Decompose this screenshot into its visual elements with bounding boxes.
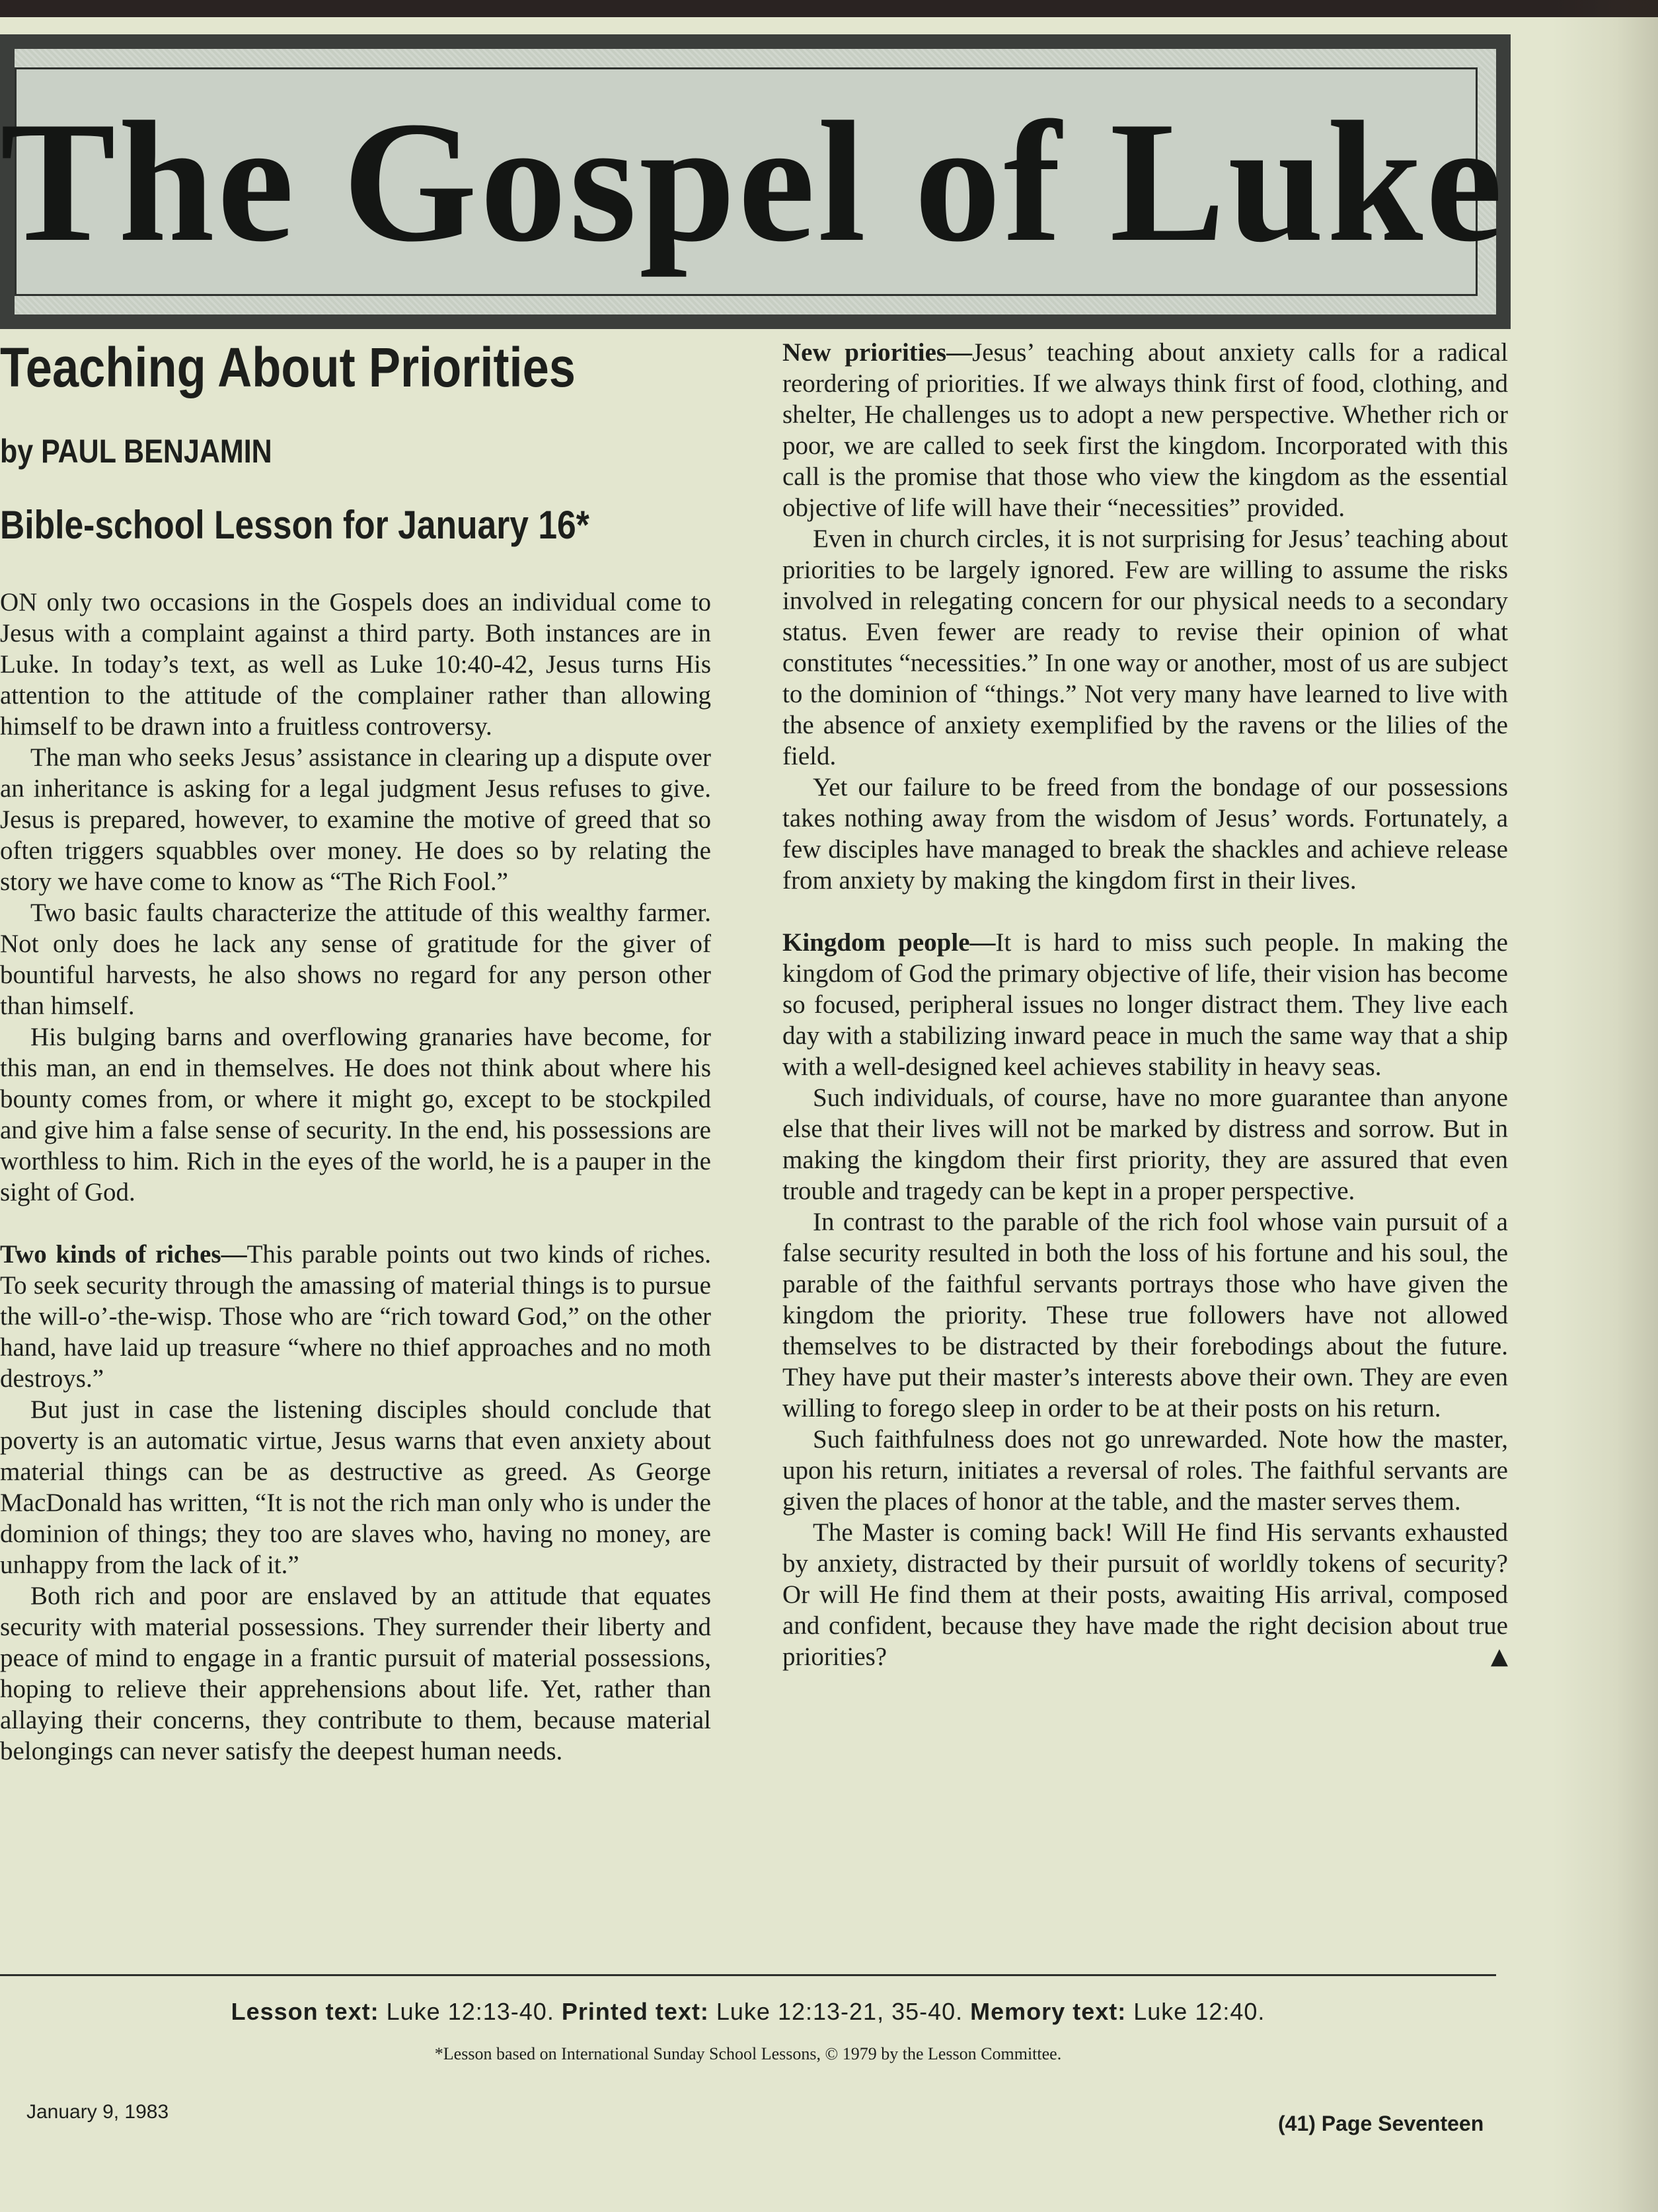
- subheading: New priorities—: [782, 338, 973, 367]
- magazine-section-title: The Gospel of Luke: [0, 86, 1505, 277]
- subsection-paragraph: [782, 927, 1508, 1082]
- paragraph: But just in case the listening disciples should conclude that poverty is an automatic virtue, Jesus warns that even anxiety about material things can be as destructive as greed. As George MacDonald has written, “It is not the rich man only who is under the dominion of things; they too are slaves who, having no money, are unhappy from the lack of it.”: [0, 1395, 711, 1579]
- footnote: *Lesson based on International Sunday School Lessons, © 1979 by the Lesson Committee.: [434, 2044, 1062, 2063]
- right-column: [782, 337, 1508, 1672]
- issue-date: January 9, 1983: [26, 2101, 169, 2123]
- byline: by PAUL BENJAMIN: [0, 433, 272, 470]
- title-banner-inner: [0, 67, 1505, 296]
- paragraph: Such faithfulness does not go unrewarded. Note how the master, upon his return, initiates a reversal of roles. The faithful servants are given the places of honor at the table, and the master serves them.: [782, 1425, 1508, 1516]
- subsection-paragraph: [0, 1239, 711, 1394]
- memory-text-value: Luke 12:40.: [1133, 1998, 1265, 2025]
- lesson-text-label: Lesson text:: [231, 1998, 379, 2025]
- article-title: Teaching About Priorities: [0, 336, 576, 398]
- paragraph: His bulging barns and overflowing granaries have become, for this man, an end in themselves. He does not think about where his bounty comes from, or where it might go, except to be stockpiled and give him a false sense of security. In the end, his possessions are worthless to him. Rich in the eyes of the world, he is a pauper in the sight of God.: [0, 1023, 711, 1206]
- paragraph: Both rich and poor are enslaved by an attitude that equates security with material possessions. They surrender their liberty and peace of mind to engage in a frantic pursuit of material possessions, hoping to relieve their apprehensions about life. Yet, rather than allaying their concerns, they contribute to them, because material belongings can never satisfy the deepest human needs.: [0, 1582, 711, 1765]
- left-column: [0, 587, 711, 1767]
- title-banner: [0, 34, 1511, 329]
- paragraph: ON only two occasions in the Gospels does an individual come to Jesus with a complaint against a third party. Both instances are in Luke. In today’s text, as well as Luke 10:40-42, Jesus turns His attention to the attitude of the complainer rather than allowing himself to be drawn into a fruitless controversy.: [0, 588, 711, 741]
- paragraph: The man who seeks Jesus’ assistance in clearing up a dispute over an inheritance is asking for a legal judgment Jesus refuses to give. Jesus is prepared, however, to examine the motive of greed that so often triggers squabbles over money. He does so by relating the story we have come to know as “The Rich Fool.”: [0, 743, 711, 896]
- subsection-text: This parable points out two kinds of riches. To seek security through the amassing of material things is to pursue the will-o’-the-wisp. Those who are “rich toward God,” on the other hand, have laid up treasure “where no thief approaches and no moth destroys.”: [0, 1240, 711, 1393]
- footer-divider: [0, 1974, 1496, 1976]
- subsection-text: Jesus’ teaching about anxiety calls for a radical reordering of priorities. If we always think first of food, clothing, and shelter, He challenges us to adopt a new perspective. Whether rich or poor, we are called to seek first the kingdom. Incorporated with this call is the promise that those who view the kingdom as the essential objective of life will have their “necessities” provided.: [782, 338, 1508, 522]
- paragraph: [782, 1517, 1508, 1672]
- subheading: Kingdom people—: [782, 928, 996, 957]
- lesson-references: [0, 1998, 1496, 2026]
- subsection-paragraph: [782, 337, 1508, 523]
- paragraph: In contrast to the parable of the rich fool whose vain pursuit of a false security resulted in both the loss of his fortune and his soul, the parable of the faithful servants portrays those who have given the kingdom the priority. These true followers have not allowed themselves to be distracted by their forebodings about the future. They have put their master’s interests above their own. They are even willing to forego sleep in order to be at their posts on his return.: [782, 1208, 1508, 1422]
- lesson-text-value: Luke 12:13-40.: [386, 1998, 554, 2025]
- printed-text-label: Printed text:: [561, 1998, 709, 2025]
- lesson-heading: Bible-school Lesson for January 16*: [0, 503, 589, 547]
- paragraph: Such individuals, of course, have no more guarantee than anyone else that their lives will not be marked by distress and sorrow. But in making the kingdom their first priority, they are assured that even trouble and tragedy can be kept in a proper perspective.: [782, 1084, 1508, 1205]
- paragraph: Two basic faults characterize the attitude of this wealthy farmer. Not only does he lack any sense of gratitude for the giver of bountiful harvests, he also shows no regard for any person other than himself.: [0, 899, 711, 1020]
- memory-text-label: Memory text:: [970, 1998, 1127, 2025]
- printed-text-value: Luke 12:13-21, 35-40.: [716, 1998, 963, 2025]
- subheading: Two kinds of riches—: [0, 1240, 247, 1269]
- closing-text: The Master is coming back! Will He find His servants exhausted by anxiety, distracted by their pursuit of worldly tokens of security? Or will He find them at their posts, awaiting His arrival, composed and confident, because they have made the right decision about true priorities?: [782, 1518, 1508, 1671]
- subsection-text: It is hard to miss such people. In making the kingdom of God the primary objective of life, their vision has become so focused, peripheral issues no longer distract them. They live each day with a stabilizing inward peace in much the same way that a ship with a well-designed keel achieves stability in heavy seas.: [782, 928, 1508, 1081]
- paragraph: Even in church circles, it is not surprising for Jesus’ teaching about priorities to be largely ignored. Few are willing to assume the risks involved in relegating concern for our physical needs to a secondary status. Even fewer are ready to revise their opinion of what constitutes “necessities.” In one way or another, most of us are subject to the dominion of “things.” Not very many have learned to live with the absence of anxiety exemplified by the ravens or the lilies of the field.: [782, 525, 1508, 770]
- top-dark-strip: [0, 0, 1658, 17]
- paragraph: Yet our failure to be freed from the bondage of our possessions takes nothing away from the wisdom of Jesus’ words. Fortunately, a few disciples have managed to break the shackles and achieve release from anxiety by making the kingdom first in their lives.: [782, 773, 1508, 895]
- end-triangle-icon: ▲: [1490, 1643, 1508, 1670]
- page-edge-shadow: [1552, 0, 1658, 2212]
- page-number: (41) Page Seventeen: [1278, 2112, 1484, 2135]
